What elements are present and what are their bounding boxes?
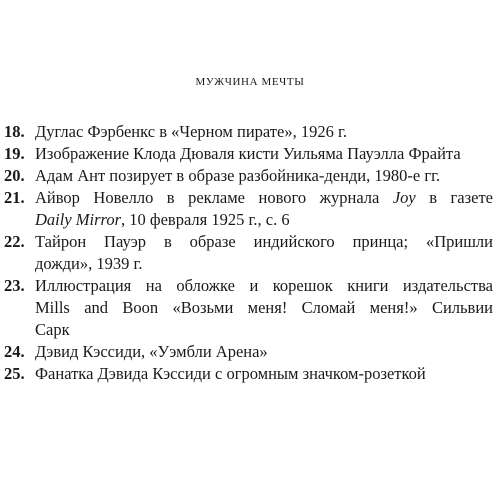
item-text-part: в газете bbox=[415, 188, 493, 207]
newspaper-title: Daily Mirror bbox=[35, 210, 122, 229]
item-number: 21. bbox=[4, 188, 25, 207]
item-number: 20. bbox=[4, 166, 25, 185]
item-text: Фанатка Дэвида Кэссиди с огромным значком-розеткой bbox=[35, 364, 426, 383]
item-number: 23. bbox=[4, 276, 25, 295]
item-text-line bbox=[35, 187, 493, 209]
item-text-line bbox=[35, 209, 493, 231]
list-item bbox=[0, 165, 493, 187]
item-text: Дэвид Кэссиди, «Уэмбли Арена» bbox=[35, 342, 268, 361]
item-text-line: Mills and Boon «Возьми меня! Сломай меня!» Сильвии bbox=[35, 298, 493, 317]
item-number: 22. bbox=[4, 232, 25, 251]
item-text-line: Иллюстрация на обложке и корешок книги издательства bbox=[35, 276, 493, 295]
item-text: Дуглас Фэрбенкс в «Черном пирате», 1926 г. bbox=[35, 122, 347, 141]
list-item bbox=[0, 363, 493, 385]
item-text-line: дожди», 1939 г. bbox=[35, 254, 143, 273]
journal-title: Joy bbox=[392, 188, 416, 207]
running-head: МУЖЧИНА МЕЧТЫ bbox=[195, 76, 305, 88]
item-text-line: Тайрон Пауэр в образе индийского принца; «Пришли bbox=[35, 232, 493, 251]
list-item bbox=[0, 187, 493, 231]
list-item bbox=[0, 275, 493, 341]
item-text: Адам Ант позирует в образе разбойника-денди, 1980-е гг. bbox=[35, 166, 441, 185]
list-item bbox=[0, 231, 493, 275]
item-text-line: Сарк bbox=[35, 320, 70, 339]
illustration-list bbox=[0, 121, 500, 385]
list-item bbox=[0, 143, 493, 165]
list-item bbox=[0, 341, 493, 363]
list-item bbox=[0, 121, 493, 143]
item-text-part: Айвор Новелло в рекламе нового журнала bbox=[35, 188, 393, 207]
item-number: 18. bbox=[4, 122, 25, 141]
item-number: 25. bbox=[4, 364, 25, 383]
item-text: Изображение Клода Дюваля кисти Уильяма Пауэлла Фрайта bbox=[35, 144, 461, 163]
item-text-part: , 10 февраля 1925 г., с. 6 bbox=[121, 210, 290, 229]
item-number: 19. bbox=[4, 144, 25, 163]
item-number: 24. bbox=[4, 342, 25, 361]
